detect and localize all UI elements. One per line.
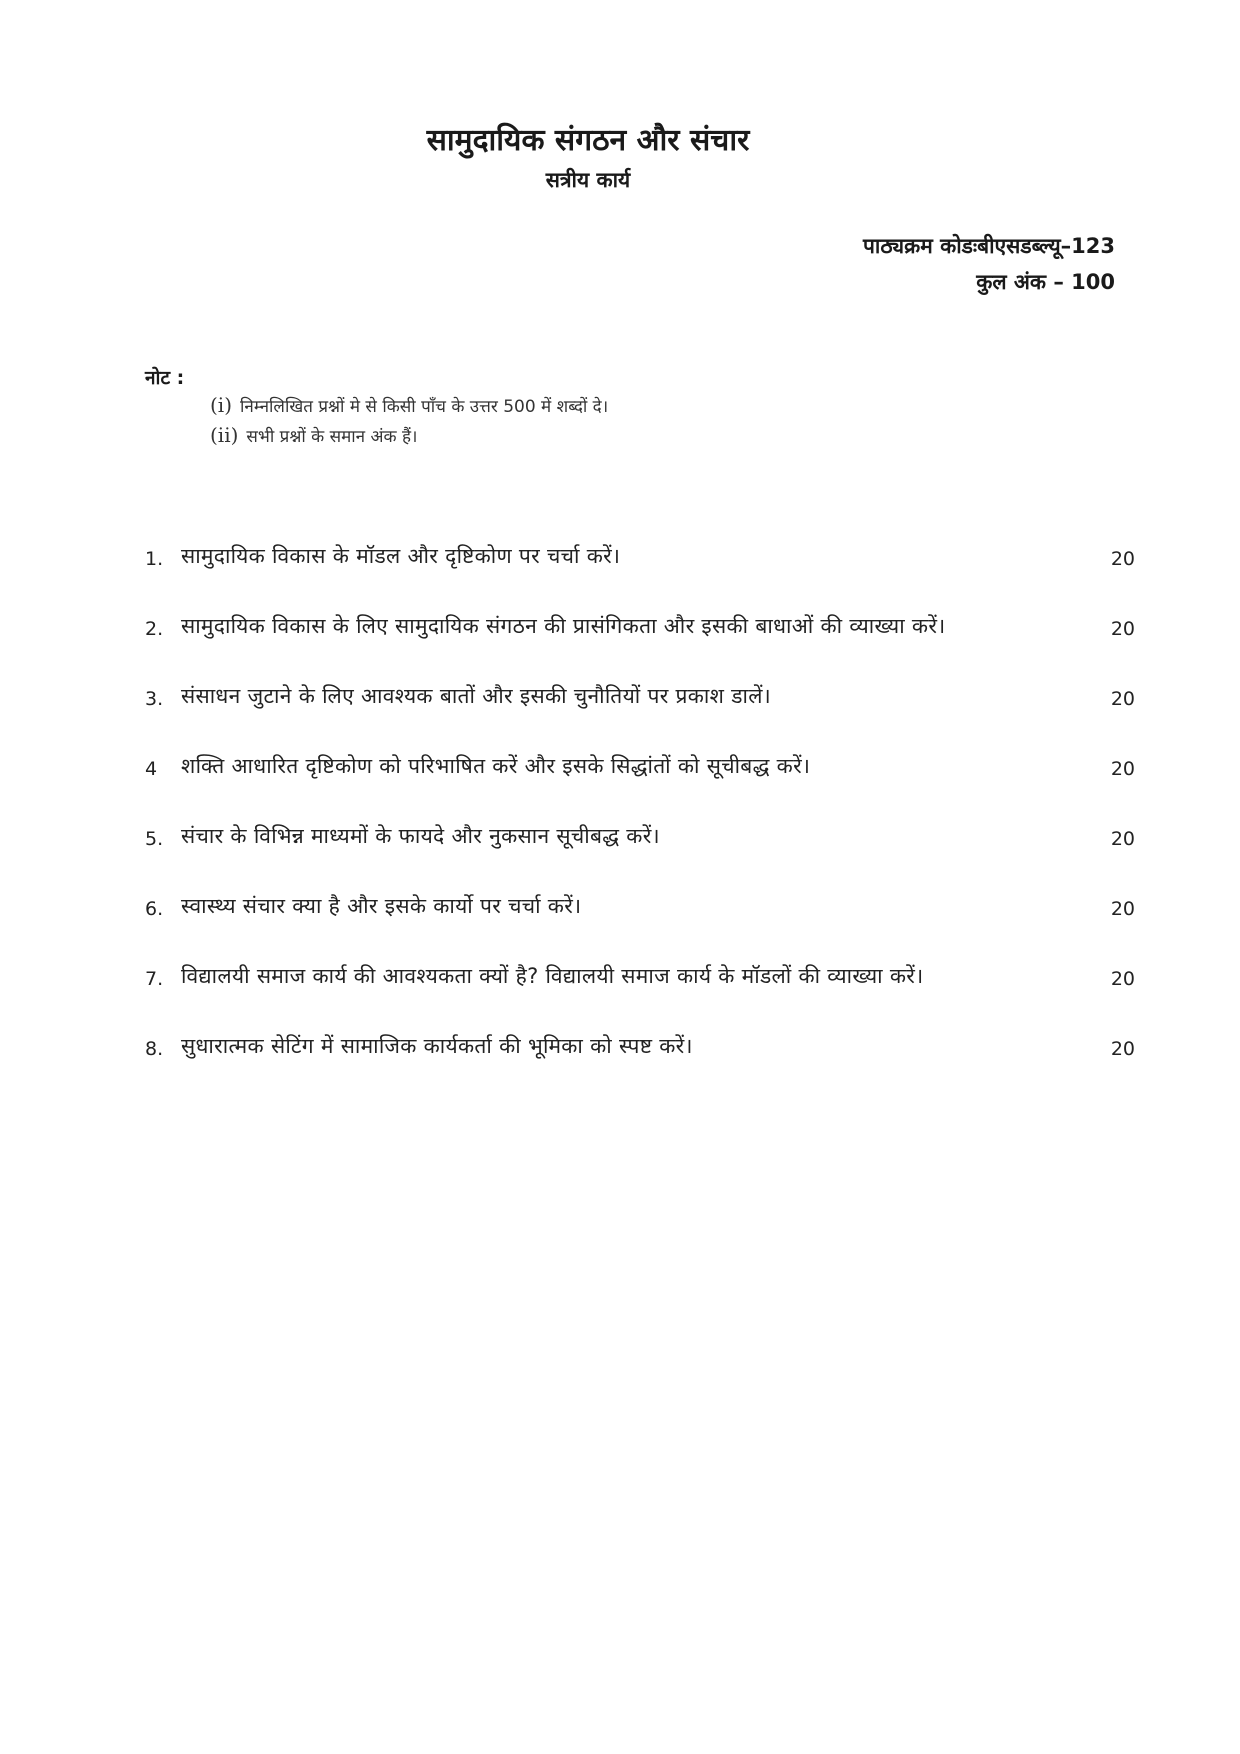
question-marks: 20: [1110, 1038, 1135, 1060]
question-marks: 20: [1110, 758, 1135, 780]
question-item: [145, 1032, 1135, 1102]
note-item-number: (i): [210, 393, 233, 417]
question-item: [145, 542, 1135, 612]
question-text: सुधारात्मक सेटिंग में सामाजिक कार्यकर्ता की भूमिका को स्पष्ट करें।: [181, 1034, 693, 1058]
question-text: सामुदायिक विकास के लिए सामुदायिक संगठन की प्रासंगिकता और इसकी बाधाओं की व्याख्या करें।: [181, 614, 946, 638]
question-text: शक्ति आधारित दृष्टिकोण को परिभाषित करें और इसके सिद्धांतों को सूचीबद्ध करें।: [181, 754, 811, 778]
question-item: [145, 962, 1135, 1032]
question-text: संचार के विभिन्न माध्यमों के फायदे और नुकसान सूचीबद्ध करें।: [181, 824, 660, 848]
question-list: [145, 542, 1135, 1102]
question-marks: 20: [1110, 968, 1135, 990]
course-code: पाठ्यक्रम कोडःबीएसडब्ल्यू–123: [863, 234, 1115, 258]
question-number: 5.: [145, 828, 164, 850]
question-item: [145, 752, 1135, 822]
question-item: [145, 892, 1135, 962]
question-text: सामुदायिक विकास के मॉडल और दृष्टिकोण पर चर्चा करें।: [181, 544, 621, 568]
question-number: 1.: [145, 548, 164, 570]
question-text: स्वास्थ्य संचार क्या है और इसके कार्यो पर चर्चा करें।: [181, 894, 582, 918]
question-marks: 20: [1110, 828, 1135, 850]
question-text: संसाधन जुटाने के लिए आवश्यक बातों और इसकी चुनौतियों पर प्रकाश डालें।: [181, 684, 772, 708]
question-number: 8.: [145, 1038, 164, 1060]
note-item: [210, 423, 417, 447]
page-title: सामुदायिक संगठन और संचार: [426, 123, 750, 158]
note-heading: नोट :: [145, 367, 185, 389]
question-marks: 20: [1110, 548, 1135, 570]
total-marks: कुल अंक – 100: [976, 270, 1115, 294]
question-marks: 20: [1110, 618, 1135, 640]
question-item: [145, 682, 1135, 752]
question-item: [145, 612, 1135, 682]
question-number: 7.: [145, 968, 164, 990]
question-marks: 20: [1110, 898, 1135, 920]
note-item: [210, 393, 608, 417]
note-item-text: सभी प्रश्नों के समान अंक हैं।: [246, 427, 418, 447]
note-item-number: (ii): [210, 423, 239, 447]
question-number: 6.: [145, 898, 164, 920]
page-subtitle: सत्रीय कार्य: [545, 168, 631, 192]
question-marks: 20: [1110, 688, 1135, 710]
question-number: 2.: [145, 618, 164, 640]
note-item-text: निम्नलिखित प्रश्नों मे से किसी पाँच के उत्तर 500 में शब्दों दे।: [240, 397, 609, 417]
question-item: [145, 822, 1135, 892]
question-number: 3.: [145, 688, 164, 710]
question-number: 4: [145, 758, 158, 780]
question-text: विद्यालयी समाज कार्य की आवश्यकता क्यों है? विद्यालयी समाज कार्य के मॉडलों की व्याख्या करें।: [181, 964, 924, 988]
